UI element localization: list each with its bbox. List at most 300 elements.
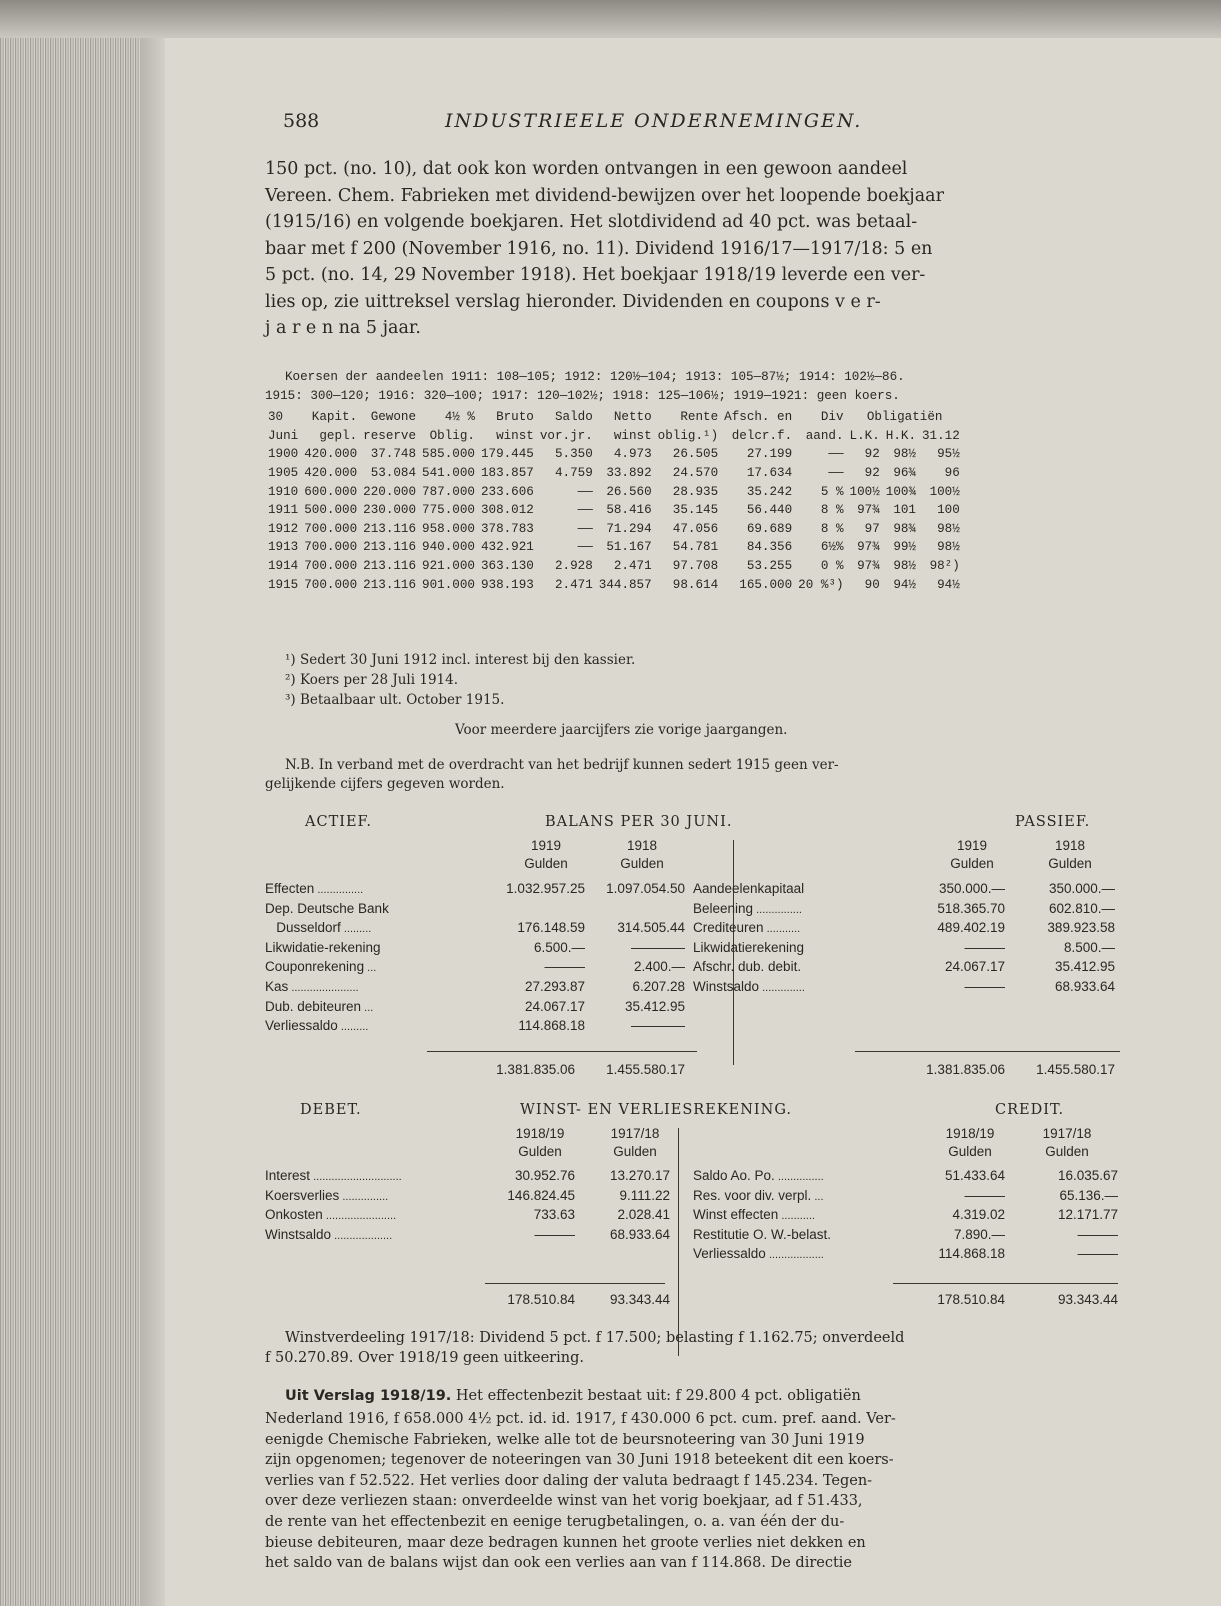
statement-label: [693, 881, 804, 896]
table-cell: 230.000: [363, 503, 417, 518]
document-page: [165, 38, 1221, 1606]
table-cell: 94½: [893, 577, 916, 592]
table-header-cell: reserve: [363, 428, 417, 443]
table-cell: 700.000: [304, 521, 358, 536]
table-cell: 71.294: [606, 521, 652, 536]
statement-value: 1.097.054.50: [606, 881, 685, 896]
table-cell: 938.193: [480, 577, 534, 592]
passief-total-1919: 1.381.835.06: [926, 1062, 1005, 1077]
table-cell: 1913: [268, 540, 299, 555]
verslag-line: het saldo van de balans wijst dan ook een verlies aan van f 114.868. De directie: [265, 1555, 853, 1572]
table-cell: 2.471: [613, 559, 652, 574]
statement-label: [265, 1188, 388, 1203]
table-header-cell: Bruto: [496, 410, 534, 425]
table-cell: 700.000: [304, 540, 358, 555]
table-header-cell: Obligatiën: [866, 410, 943, 425]
wv-unit: Gulden: [1045, 1144, 1089, 1159]
table-cell: 179.445: [480, 447, 534, 462]
statement-value: 30.952.76: [514, 1168, 575, 1183]
table-header-cell: vor.jr.: [539, 428, 593, 443]
table-cell: 958.000: [422, 521, 475, 536]
statement-label-text: Koersverlies: [265, 1187, 340, 1203]
statement-value: 35.412.95: [1054, 959, 1115, 975]
statement-label-text: Aandeelenkapitaal: [693, 881, 805, 896]
table-cell: 213.116: [363, 521, 417, 536]
wv-divider: [678, 1128, 679, 1356]
table-cell: 8 %: [820, 521, 844, 536]
statement-value: 489.402.19: [937, 920, 1005, 936]
statement-value: 7.890.—: [953, 1226, 1005, 1242]
intro-line: lies op, zie uittreksel verslag hieronder. Dividenden en coupons v e r-: [265, 291, 881, 312]
wv-year: 1917/18: [1042, 1126, 1092, 1141]
table-row: [265, 464, 963, 483]
statement-label: [693, 1168, 824, 1183]
wv-year: 1918/19: [945, 1126, 995, 1141]
balans-year: 1919: [956, 838, 988, 853]
balans-total-rule: [427, 1051, 697, 1052]
table-cell: 500.000: [304, 503, 358, 518]
statement-label-text: Saldo Ao. Po.: [693, 1168, 775, 1183]
wv-total-rule: [893, 1283, 1118, 1284]
table-cell: 24.570: [672, 466, 719, 481]
statement-value: 16.035.67: [1057, 1168, 1118, 1183]
table-cell: ——: [828, 447, 844, 462]
statement-value: 114.868.18: [518, 1018, 585, 1034]
table-cell: 97.708: [672, 559, 719, 574]
kerncijfers-table: [265, 408, 963, 594]
statement-label-text: Restitutie O. W.-belast.: [693, 1226, 832, 1242]
statement-value: 602.810.—: [1048, 900, 1115, 916]
table-cell: 92: [864, 466, 880, 481]
table-cell: 344.857: [598, 577, 652, 592]
leader-dots: ...: [811, 1190, 824, 1203]
table-cell: 213.116: [363, 577, 417, 592]
statement-label-text: Afschr. dub. debit.: [693, 959, 802, 975]
balans-title: BALANS PER 30 JUNI.: [545, 814, 733, 830]
table-row: [265, 575, 963, 594]
table-header-cell: gepl.: [319, 428, 358, 443]
table-header-cell: 30: [268, 410, 284, 425]
balans-year: 1919: [530, 838, 562, 853]
table-row: [265, 482, 963, 501]
table-header-cell: 31.12: [922, 428, 960, 443]
table-header-row: [265, 408, 963, 427]
table-cell: 901.000: [422, 577, 475, 592]
statement-label-text: Effecten: [265, 881, 315, 896]
balans-total-rule: [855, 1051, 1120, 1052]
table-cell: 600.000: [304, 484, 358, 499]
statement-value: 24.067.17: [524, 998, 585, 1014]
statement-label: [265, 1227, 392, 1242]
verslag-line: over deze verliezen staan: onverdeelde winst van het vorig boekjaar, ad f 51.433,: [265, 1493, 863, 1510]
statement-value: 6.207.28: [632, 979, 685, 994]
statement-label-text: Crediteuren: [693, 920, 764, 936]
balans-unit: Gulden: [620, 856, 664, 871]
table-cell: ——: [828, 466, 844, 481]
table-cell: 233.606: [480, 484, 534, 499]
table-cell: ——: [577, 521, 593, 536]
statement-value: 24.067.17: [944, 959, 1005, 975]
statement-value: 2.028.41: [617, 1207, 670, 1223]
intro-paragraph: [265, 156, 1095, 342]
table-cell: 97¾: [857, 559, 880, 574]
leader-dots: ...........: [778, 1210, 815, 1223]
table-header-cell: Afsch. en: [724, 410, 793, 425]
statement-value: 35.412.95: [624, 998, 685, 1014]
table-cell: 20 %³): [798, 577, 844, 592]
balans-year: 1918: [1054, 838, 1086, 853]
table-cell: 33.892: [606, 466, 652, 481]
statement-label-text: Dusseldorf: [265, 920, 341, 936]
table-body: [265, 445, 963, 594]
leader-dots: ...: [364, 962, 377, 975]
statement-label-text: Kas: [265, 979, 289, 994]
table-header-row: [265, 427, 963, 446]
table-cell: 100: [937, 503, 960, 518]
statement-label: [265, 979, 359, 994]
table-cell: 53.255: [746, 559, 793, 574]
table-cell: 96¾: [893, 466, 916, 481]
statement-value: 1.032.957.25: [506, 881, 585, 896]
statement-label: [265, 959, 376, 974]
statement-label: [265, 1018, 368, 1033]
statement-value: ———: [964, 1187, 1005, 1203]
table-header-cell: H.K.: [885, 428, 916, 443]
table-header-cell: oblig.¹): [657, 428, 719, 443]
table-cell: 100½: [849, 484, 880, 499]
table-cell: ——: [577, 484, 593, 499]
leader-dots: ...: [361, 1001, 374, 1014]
table-cell: 2.928: [554, 559, 593, 574]
table-header-cell: Oblig.: [429, 428, 475, 443]
table-row: [265, 557, 963, 576]
balans-unit: Gulden: [950, 856, 994, 871]
statement-label: [693, 901, 802, 916]
wv-unit: Gulden: [613, 1144, 657, 1159]
voor-meerdere-note: Voor meerdere jaarcijfers zie vorige jaargangen.: [455, 722, 788, 738]
verslag-first-line: [285, 1388, 861, 1404]
nb-line: N.B. In verband met de overdracht van het bedrijf kunnen sedert 1915 geen ver-: [285, 757, 839, 773]
winstverdeeling-line: f 50.270.89. Over 1918/19 geen uitkeering.: [265, 1350, 584, 1366]
verslag-line: zijn opgenomen; tegenover de noteeringen van 30 Juni 1918 beteekent dit een koers-: [265, 1452, 894, 1469]
statement-label: [265, 1168, 402, 1183]
table-cell: 96: [944, 466, 960, 481]
table-header-cell: L.K.: [849, 428, 880, 443]
statement-value: ———: [534, 1226, 575, 1242]
balans-year: 1918: [626, 838, 658, 853]
statement-label: [693, 1188, 824, 1203]
table-cell: 100½: [929, 484, 960, 499]
balans-actief-title: ACTIEF.: [305, 814, 372, 830]
wv-total-rule: [485, 1283, 665, 1284]
statement-value: 6.500.—: [533, 939, 585, 955]
table-cell: 54.781: [672, 540, 719, 555]
koersen-line: Koersen der aandeelen 1911: 108—105; 1912: 120½—104; 1913: 105—87½; 1914: 102½—86.: [285, 370, 905, 384]
wv-credit-title: CREDIT.: [995, 1102, 1065, 1118]
credit-total-2: 93.343.44: [1057, 1292, 1118, 1307]
table-header-cell: winst: [613, 428, 652, 443]
table-cell: 921.000: [422, 559, 475, 574]
verslag-line: eenigde Chemische Fabrieken, welke alle tot de beursnoteering van 30 Juni 1919: [265, 1431, 865, 1448]
book-page-edges: [0, 0, 150, 1606]
statement-value: 9.111.22: [619, 1187, 670, 1203]
intro-line: j a r e n na 5 jaar.: [265, 318, 421, 338]
table-header-cell: Netto: [613, 410, 652, 425]
table-cell: 98¾: [893, 521, 916, 536]
statement-value: ———: [964, 939, 1005, 955]
table-cell: 585.000: [422, 447, 475, 462]
leader-dots: ...............: [753, 903, 802, 916]
wv-title: WINST- EN VERLIESREKENING.: [520, 1102, 792, 1118]
statement-label-text: Verliessaldo: [693, 1246, 766, 1262]
page-number: 588: [283, 110, 320, 132]
statement-label: [693, 1246, 824, 1261]
table-cell: 84.356: [746, 540, 793, 555]
statement-label-text: Dep. Deutsche Bank: [265, 900, 389, 916]
table-cell: 35.145: [672, 503, 719, 518]
table-cell: 37.748: [370, 447, 417, 462]
statement-value: ————: [631, 939, 685, 955]
table-cell: 56.440: [746, 503, 793, 518]
leader-dots: ..................: [765, 1249, 824, 1262]
table-cell: 1900: [268, 447, 299, 462]
statement-value: 146.824.45: [507, 1187, 575, 1203]
statement-value: 114.868.18: [938, 1246, 1005, 1262]
table-header-cell: Gewone: [370, 410, 417, 425]
table-cell: 5.350: [554, 447, 593, 462]
intro-line: 150 pct. (no. 10), dat ook kon worden ontvangen in een gewoon aandeel: [265, 159, 908, 179]
verslag-line: Het effectenbezit bestaat uit: f 29.800 4 pct. obligatiën: [451, 1388, 861, 1404]
table-cell: 432.921: [480, 540, 534, 555]
leader-dots: .........: [340, 923, 372, 936]
winstverdeeling-line: Winstverdeeling 1917/18: Dividend 5 pct. f 17.500; belasting f 1.162.75; onverdeeld: [285, 1330, 905, 1346]
actief-total-1919: 1.381.835.06: [496, 1062, 575, 1077]
table-header-cell: Kapit.: [311, 410, 358, 425]
table-cell: 4.759: [554, 466, 593, 481]
nb-line: gelijkende cijfers gegeven worden.: [265, 776, 505, 792]
statement-label-text: Dub. debiteuren: [265, 998, 362, 1014]
statement-value: 13.270.17: [609, 1168, 670, 1183]
table-cell: 220.000: [363, 484, 417, 499]
table-cell: 97: [864, 521, 880, 536]
table-cell: 101: [893, 503, 916, 518]
table-cell: 700.000: [304, 577, 358, 592]
table-cell: 97¾: [857, 540, 880, 555]
table-cell: 213.116: [363, 540, 417, 555]
table-cell: 98½: [893, 447, 916, 462]
intro-line: 5 pct. (no. 14, 29 November 1918). Het boekjaar 1918/19 leverde een ver-: [265, 265, 926, 285]
table-row: [265, 501, 963, 520]
wv-year: 1917/18: [610, 1126, 660, 1141]
wv-unit: Gulden: [518, 1144, 562, 1159]
statement-value: 350.000.—: [938, 881, 1005, 896]
wv-unit: Gulden: [948, 1144, 992, 1159]
table-cell: 90: [864, 577, 880, 592]
statement-label-text: Beleening: [693, 900, 754, 916]
statement-label-text: Likwidatie-rekening: [265, 939, 381, 955]
table-cell: 27.199: [746, 447, 793, 462]
table-header-cell: Div: [820, 410, 844, 425]
table-header-cell: aand.: [805, 428, 844, 443]
statement-value: ———: [1077, 1226, 1118, 1242]
table-cell: 1910: [268, 484, 299, 499]
footnote: ³) Betaalbaar ult. October 1915.: [285, 692, 505, 708]
table-cell: 8 %: [820, 503, 844, 518]
statement-label-text: Couponrekening: [265, 959, 365, 975]
table-row: [265, 445, 963, 464]
table-cell: 53.084: [370, 466, 417, 481]
balans-unit: Gulden: [1048, 856, 1092, 871]
statement-value: 68.933.64: [609, 1226, 670, 1242]
statement-label: [265, 999, 373, 1014]
statement-value: 4.319.02: [952, 1207, 1005, 1223]
table-cell: 98²): [929, 559, 960, 574]
verslag-line: Nederland 1916, f 658.000 4½ pct. id. id. 1917, f 430.000 6 pct. cum. pref. aand. Ver-: [265, 1411, 896, 1427]
credit-total-1: 178.510.84: [937, 1292, 1005, 1307]
statement-label: [693, 1227, 831, 1242]
statement-label-text: Winstsaldo: [265, 1226, 332, 1242]
verslag-heading: Uit Verslag 1918/19.: [285, 1388, 452, 1404]
table-cell: 17.634: [746, 466, 793, 481]
table-cell: 700.000: [304, 559, 358, 574]
table-cell: 98½: [893, 559, 916, 574]
intro-line: Vereen. Chem. Fabrieken met dividend-bewijzen over het loopende boekjaar: [265, 185, 944, 206]
statement-value: ———: [544, 959, 585, 975]
koersen-line: 1915: 300—120; 1916: 320—100; 1917: 120—102½; 1918: 125—106½; 1919—1921: geen koers.: [265, 389, 900, 403]
table-cell: 363.130: [480, 559, 534, 574]
table-cell: 97¾: [857, 503, 880, 518]
leader-dots: ..............: [759, 982, 805, 994]
table-cell: 1912: [268, 521, 299, 536]
table-cell: 1914: [268, 559, 299, 574]
table-cell: 100¾: [885, 484, 916, 499]
verslag-line: de rente van het effectenbezit en eenige terugbetalingen, o. a. van één der du-: [265, 1513, 845, 1530]
leader-dots: ...............: [314, 884, 364, 896]
statement-value: 389.923.58: [1047, 920, 1115, 936]
statement-label-text: Verliessaldo: [265, 1018, 338, 1034]
table-cell: 5 %: [820, 484, 844, 499]
book-top-edge: [0, 0, 1221, 38]
statement-label-text: Winstsaldo: [693, 979, 760, 994]
table-cell: 378.783: [480, 521, 534, 536]
wv-year: 1918/19: [515, 1126, 565, 1141]
table-cell: ——: [577, 503, 593, 518]
passief-total-1918: 1.455.580.17: [1036, 1062, 1115, 1077]
debet-total-1: 178.510.84: [507, 1292, 575, 1307]
table-cell: 98½: [937, 521, 960, 536]
statement-label: [693, 920, 800, 935]
statement-label: [693, 1207, 815, 1222]
statement-value: 176.148.59: [517, 920, 585, 936]
table-cell: 47.056: [672, 521, 719, 536]
leader-dots: ...............: [774, 1171, 824, 1183]
statement-value: 518.365.70: [937, 900, 1005, 916]
running-head: INDUSTRIEELE ONDERNEMINGEN.: [445, 110, 863, 132]
statement-label-text: Onkosten: [265, 1207, 323, 1223]
footnote: ¹) Sedert 30 Juni 1912 incl. interest bij den kassier.: [285, 652, 636, 668]
statement-label: [265, 940, 381, 955]
balans-passief-title: PASSIEF.: [1015, 814, 1091, 830]
table-cell: 775.000: [422, 503, 475, 518]
verslag-line: bieuse debiteuren, maar deze bedragen kunnen het groote verlies niet dekken en: [265, 1534, 866, 1551]
statement-value: 65.136.—: [1059, 1187, 1118, 1203]
table-cell: 28.935: [672, 484, 719, 499]
statement-value: 350.000.—: [1048, 881, 1115, 896]
statement-label: [265, 920, 371, 935]
table-header-cell: winst: [496, 428, 534, 443]
statement-value: 314.505.44: [617, 920, 685, 936]
table-cell: 26.560: [606, 484, 652, 499]
actief-total-1918: 1.455.580.17: [606, 1062, 685, 1077]
statement-value: 8.500.—: [1063, 939, 1115, 955]
statement-label-text: Likwidatierekening: [693, 939, 805, 955]
table-cell: 94½: [937, 577, 960, 592]
table-cell: 98.614: [672, 577, 719, 592]
table-header-cell: delcr.f.: [731, 428, 793, 443]
verslag-line: verlies van f 52.522. Het verlies door daling der valuta bedraagt f 145.234. Tegen-: [265, 1472, 873, 1489]
table-cell: 213.116: [363, 559, 417, 574]
leader-dots: ...............: [339, 1190, 389, 1203]
table-row: [265, 538, 963, 557]
table-cell: 1905: [268, 466, 299, 481]
leader-dots: .........: [337, 1021, 369, 1034]
table-cell: 541.000: [422, 466, 475, 481]
table-header-cell: Rente: [680, 410, 719, 425]
statement-value: 51.433.64: [944, 1168, 1005, 1183]
statement-label: [693, 940, 804, 955]
table-cell: 4.973: [613, 447, 652, 462]
table-cell: 99½: [893, 540, 916, 555]
table-cell: 69.689: [746, 521, 793, 536]
debet-total-2: 93.343.44: [609, 1292, 670, 1307]
statement-label-text: Interest: [265, 1168, 311, 1183]
footnote: ²) Koers per 28 Juli 1914.: [285, 672, 459, 688]
statement-label: [693, 959, 801, 974]
leader-dots: ......................: [288, 982, 359, 994]
leader-dots: .......................: [322, 1210, 397, 1223]
table-cell: 58.416: [606, 503, 652, 518]
table-cell: 51.167: [606, 540, 652, 555]
table-cell: ——: [577, 540, 593, 555]
table-row: [265, 520, 963, 539]
table-header-cell: Juni: [268, 428, 299, 443]
table-cell: 92: [864, 447, 880, 462]
statement-value: 12.171.77: [1057, 1207, 1118, 1223]
statement-label-text: Res. voor div. verpl.: [693, 1187, 812, 1203]
intro-line: baar met f 200 (November 1916, no. 11). Dividend 1916/17—1917/18: 5 en: [265, 238, 933, 259]
intro-line: (1915/16) en volgende boekjaren. Het slotdividend ad 40 pct. was betaal-: [265, 212, 918, 232]
table-cell: 787.000: [422, 484, 475, 499]
statement-value: 68.933.64: [1054, 979, 1115, 994]
leader-dots: ...........: [763, 923, 801, 936]
table-header-cell: Saldo: [554, 410, 593, 425]
leader-dots: ...................: [331, 1229, 393, 1242]
table-cell: 0 %: [820, 559, 844, 574]
table-cell: 940.000: [422, 540, 475, 555]
statement-label: [693, 979, 805, 994]
statement-label: [265, 881, 363, 896]
table-cell: 35.242: [746, 484, 793, 499]
table-cell: 1911: [268, 503, 299, 518]
table-cell: 95½: [937, 447, 960, 462]
table-cell: 26.505: [672, 447, 719, 462]
statement-label: [265, 901, 389, 916]
table-cell: 1915: [268, 577, 299, 592]
table-cell: 183.857: [480, 466, 534, 481]
statement-label: [265, 1207, 396, 1222]
table-cell: 6½%: [820, 540, 844, 555]
table-cell: 420.000: [304, 466, 358, 481]
